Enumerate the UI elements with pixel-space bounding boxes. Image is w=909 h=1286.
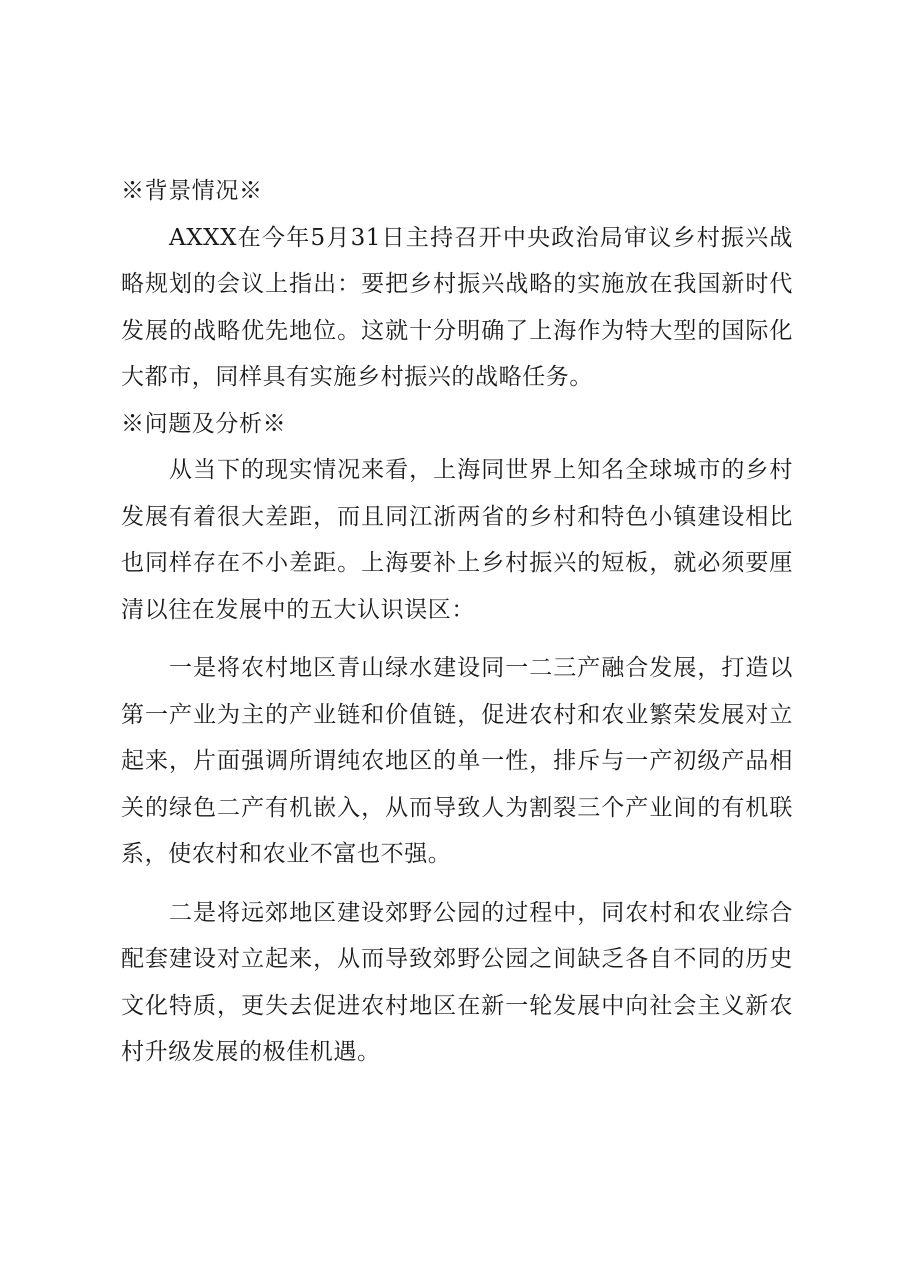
background-heading: ※背景情况※ [121,178,263,204]
analysis-paragraph-intro: 从当下的现实情况来看，上海同世界上知名全球城市的乡村发展有着很大差距，而且同江浙两省的乡村和特色小镇建设相比也同样存在不小差距。上海要补上乡村振兴的短板，就必须要厘清以往在发展中的五大认识误区： [121,457,793,623]
paragraph-gap [121,633,793,645]
paragraph-gap [121,878,793,890]
document-body [121,168,793,1076]
problem-heading: ※问题及分析※ [121,410,287,437]
background-paragraph: AXXX在今年5月31日主持召开中央政治局审议乡村振兴战略规划的会议上指出：要把乡村振兴战略的实施放在我国新时代发展的战略优先地位。这就十分明确了上海作为特大型的国际化大都市，同样具有实施乡村振兴的战略任务。 [121,224,793,390]
analysis-paragraph-misconception-1: 一是将农村地区青山绿水建设同一二三产融合发展，打造以第一产业为主的产业链和价值链，促进农村和农业繁荣发展对立起来，片面强调所谓纯农地区的单一性，排斥与一产初级产品相关的绿色二产有机嵌入，从而导致人为割裂三个产业间的有机联系，使农村和农业不富也不强。 [121,655,793,867]
analysis-paragraph-misconception-2: 二是将远郊地区建设郊野公园的过程中，同农村和农业综合配套建设对立起来，从而导致郊野公园之间缺乏各自不同的历史文化特质，更失去促进农村地区在新一轮发展中向社会主义新农村升级发展的极佳机遇。 [121,899,793,1065]
